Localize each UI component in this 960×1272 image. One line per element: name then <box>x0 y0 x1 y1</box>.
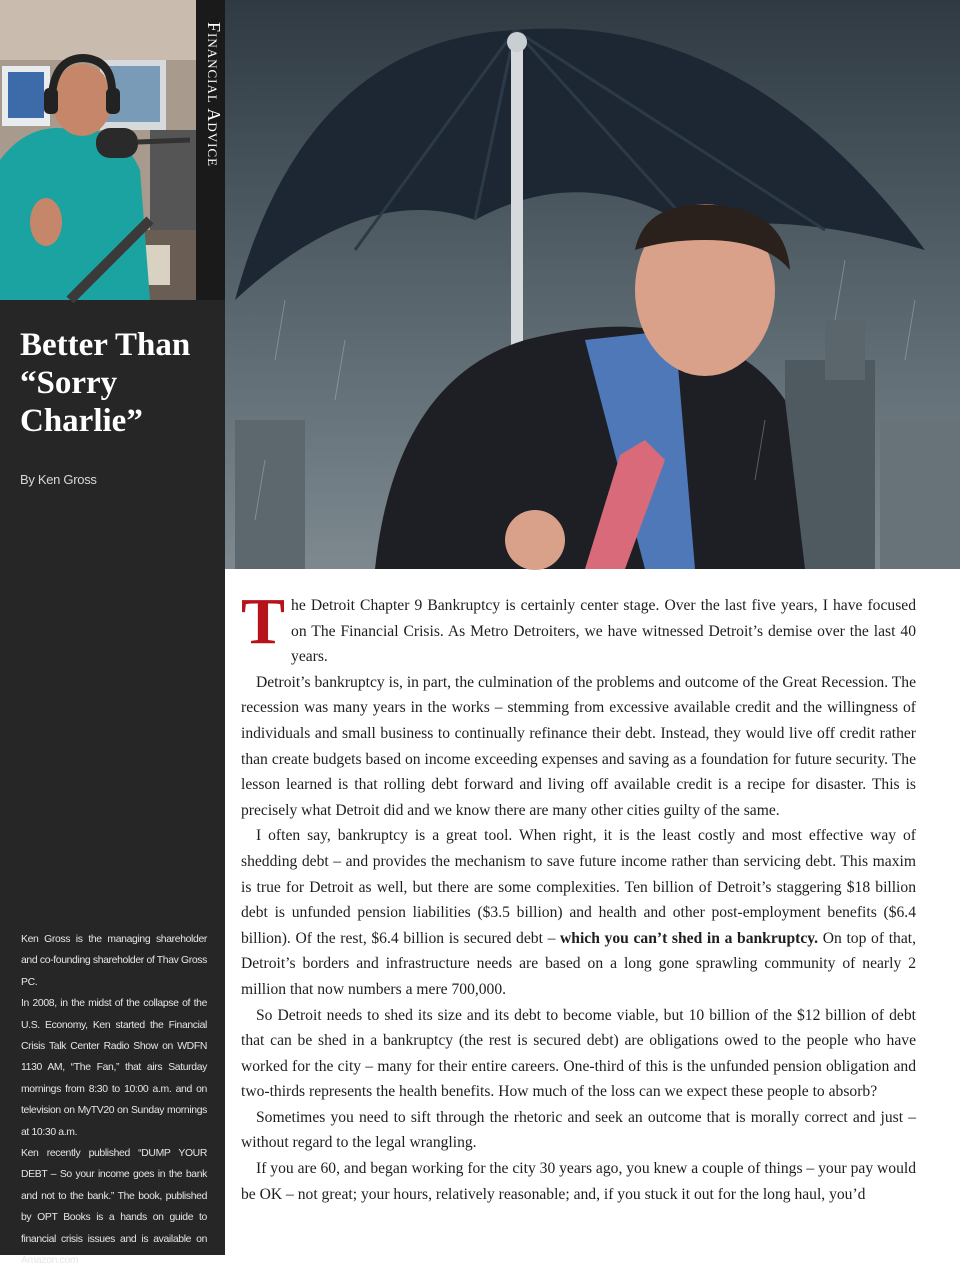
article-title: Better Than “Sorry Charlie” <box>20 327 191 439</box>
hero-image <box>225 0 960 569</box>
body-paragraph-text: he Detroit Chapter 9 Bankruptcy is certainly center stage. Over the last five years, I have focused on The Financial Crisis. As Metro Detroiters, we have witnessed Detroit’s demise over the last 40 years. <box>291 597 916 666</box>
man-with-umbrella-illustration <box>225 0 960 569</box>
bio-paragraph: Ken Gross is the managing shareholder and co-founding shareholder of Thav Gross PC. <box>21 934 207 988</box>
body-paragraph-text: On top of that, Detroit’s borders and infrastructure needs are based on a long gone sprawling community of nearly 2 million that now numbers a mere 700,000. <box>241 929 916 998</box>
section-label: Financial Advice <box>204 22 224 168</box>
body-paragraph: Sometimes you need to sift through the rhetoric and seek an outcome that is morally correct and just – without regard to the legal wrangling. <box>241 1108 916 1152</box>
author-photo <box>0 0 196 300</box>
body-paragraph <box>241 585 916 670</box>
body-paragraph <box>241 823 916 1002</box>
body-paragraph: So Detroit needs to shed its size and its debt to become viable, but 10 billion of the $12 billion of debt that can be shed in a bankruptcy (the rest is secured debt) are obligations owed to the people who have worked for the city – many for their entire careers. One-third of this is the unfunded pension obligation and two-thirds represents the health benefits. How much of the loss can we expect these people to absorb? <box>241 1006 916 1101</box>
bio-paragraph: Ken recently published “DUMP YOUR DEBT – So your income goes in the bank and not to the bank.” The book, published by OPT Books is a hands on guide to financial crisis issues and is available on Amazon.com <box>21 1148 207 1267</box>
body-paragraph: If you are 60, and began working for the city 30 years ago, you knew a couple of things – your pay would be OK – not great; your hours, relatively reasonable; and, if you stuck it out for the long haul, you’d <box>241 1160 916 1203</box>
bio-paragraph: In 2008, in the midst of the collapse of the U.S. Economy, Ken started the Financial Crisis Talk Center Radio Show on WDFN 1130 AM, “The Fan,” that airs Saturday mornings from 8:30 to 10:00 a.m. and on television on MyTV20 on Sunday mornings at 10:30 a.m. <box>21 998 207 1138</box>
body-paragraph: Detroit’s bankruptcy is, in part, the culmination of the problems and outcome of the Great Recession. The recession was many years in the works – stemming from excessive available credit and the willingness of individuals and small business to continually refinance their debt. Instead, they would live off credit rather than create budgets based on income exceeding expenses and saving as a foundation for future security. The lesson learned is that rolling debt forward and living off available credit is a recipe for disaster. This is precisely what Detroit did and we know there are many other cities guilty of the same. <box>241 673 916 819</box>
radio-host-illustration <box>0 0 196 300</box>
article-body <box>241 585 916 1207</box>
author-bio <box>21 929 207 1272</box>
body-paragraph-text: I often say, bankruptcy is a great tool. When right, it is the least costly and most effective way of shedding debt – and provides the mechanism to save future income rather than servicing debt. This maxim is true for Detroit as well, but there are some complexities. Ten billion of Detroit’s staggering $18 billion debt is unfunded pension liabilities ($3.5 billion) and health and other post-employment benefits ($6.4 billion). Of the rest, $6.4 billion is secured debt – <box>241 827 916 947</box>
byline: By Ken Gross <box>20 472 97 487</box>
body-emphasis: which you can’t shed in a bankruptcy. <box>560 929 819 947</box>
drop-cap: T <box>241 585 286 658</box>
